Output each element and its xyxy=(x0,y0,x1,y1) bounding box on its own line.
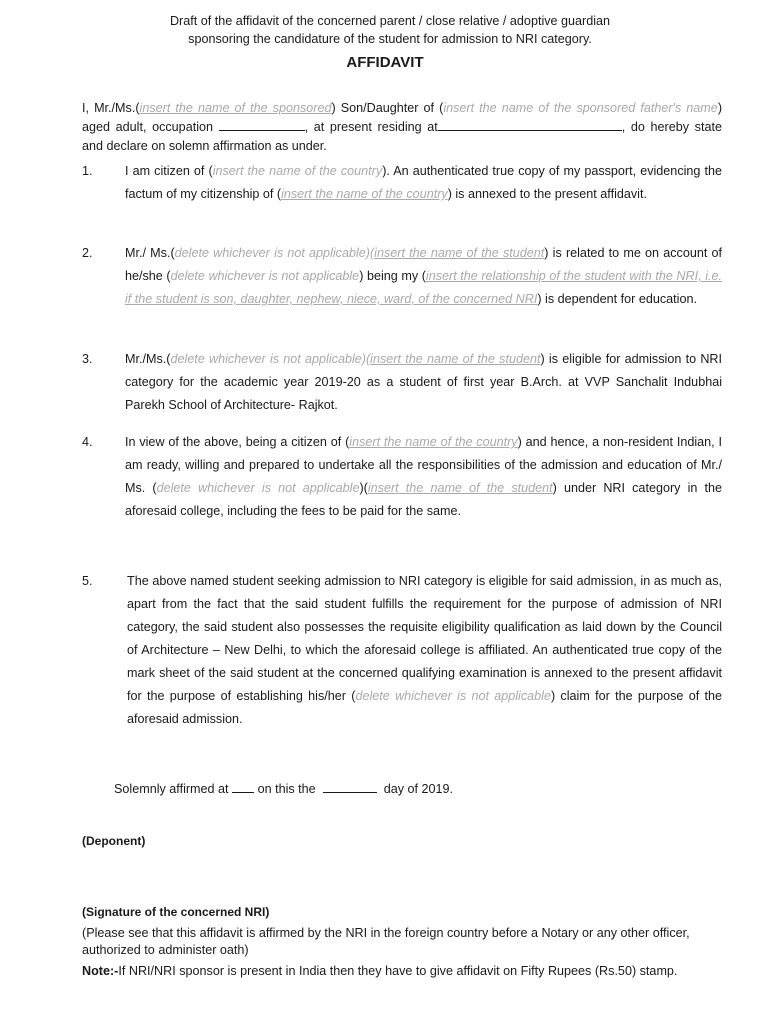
text: Solemnly affirmed at xyxy=(114,782,229,796)
item-text xyxy=(127,570,722,731)
text: ) being my ( xyxy=(359,269,426,283)
placeholder-student-name: insert the name of the student xyxy=(374,246,545,260)
placeholder-sponsored-name: insert the name of the sponsored xyxy=(139,101,332,115)
placeholder-relationship: insert the relationship of the student with the NRI, i.e. if the student is son, daughter, nephew, niece, ward, of the concerned NRI xyxy=(125,269,722,306)
placeholder-country: insert the name of the country xyxy=(281,187,448,201)
text: ) is annexed to the present affidavit. xyxy=(447,187,647,201)
text: ) under NRI category in the aforesaid college, including the fees to be paid for the same. xyxy=(125,481,723,518)
text: The above named student seeking admission to NRI category is eligible for said admission, in as much as, apart from the fact that the said student fulfills the requirement for the purpose of admission of NRI category, the said student also possesses the requisite eligibility qualification as laid down by the Council of Architecture – New Delhi, to which the aforesaid college is affiliated. An authenticated true copy of the mark sheet of the said student at the concerned qualifying examination is annexed to the present affidavit for the purpose of establishing his/her ( xyxy=(127,574,722,703)
placeholder-country: insert the name of the country xyxy=(212,164,383,178)
placeholder-student-name: insert the name of the student xyxy=(370,352,541,366)
text: ). An authenticated true copy of my passport, evidencing the factum of my citizenship of ( xyxy=(125,164,722,201)
document-header xyxy=(60,12,720,48)
placeholder-country: insert the name of the country xyxy=(349,435,518,449)
intro-text-5: , do hereby state and declare on solemn affirmation as under. xyxy=(82,120,722,153)
placeholder-student-name: insert the name of the student xyxy=(367,481,553,495)
text: on this the xyxy=(257,782,316,796)
text: Mr./Ms.( xyxy=(125,352,171,366)
text: ) claim for the purpose of the aforesaid admission. xyxy=(127,689,722,726)
text: ) and hence, a non-resident Indian, I am ready, willing and prepared to undertake all the responsibilities of the admission and education of Mr./ Ms. ( xyxy=(125,435,722,495)
item-number: 2. xyxy=(82,246,93,260)
item-number: 3. xyxy=(82,352,93,366)
text: Mr./ Ms.( xyxy=(125,246,175,260)
note-label: Note:- xyxy=(82,964,119,978)
placeholder-father-name: insert the name of the sponsored father's name xyxy=(443,101,718,115)
text: ) is related to me on account of he/she ( xyxy=(125,246,723,283)
header-line-2: sponsoring the candidature of the student for admission to NRI category. xyxy=(188,32,592,46)
text: I am citizen of ( xyxy=(125,164,213,178)
date-blank xyxy=(323,781,377,793)
item-number: 4. xyxy=(82,435,93,449)
page-title: AFFIDAVIT xyxy=(346,54,424,71)
placeholder-delete-applicable: delete whichever is not applicable xyxy=(174,246,366,260)
place-blank xyxy=(232,781,254,793)
text: )( xyxy=(361,352,371,366)
intro-text-3: ) aged adult, occupation xyxy=(82,101,723,134)
item-text xyxy=(125,431,722,523)
text: In view of the above, being a citizen of ( xyxy=(125,435,350,449)
placeholder-delete-applicable: delete whichever is not applicable xyxy=(170,352,362,366)
text: )( xyxy=(365,246,375,260)
note-text: If NRI/NRI sponsor is present in India then they have to give affidavit on Fifty Rupees (Rs.50) stamp. xyxy=(118,964,678,978)
intro-text-2: ) Son/Daughter of ( xyxy=(331,101,444,115)
item-text xyxy=(125,348,722,417)
item-text xyxy=(125,242,722,311)
residence-blank xyxy=(438,119,622,131)
text: ) is dependent for education. xyxy=(537,292,697,306)
placeholder-delete-applicable: delete whichever is not applicable xyxy=(170,269,360,283)
intro-paragraph xyxy=(82,99,722,156)
deponent-label: (Deponent) xyxy=(82,834,146,848)
intro-text-1: I, Mr./Ms.( xyxy=(82,101,140,115)
occupation-blank xyxy=(219,119,305,131)
intro-text-4: , at present residing at xyxy=(304,120,438,134)
notary-instruction: (Please see that this affidavit is affirmed by the NRI in the foreign country before a Notary or any other officer, authorized to administer oath) xyxy=(82,926,690,957)
placeholder-delete-applicable: delete whichever is not applicable xyxy=(156,481,360,495)
note-paragraph xyxy=(82,963,722,980)
affirmation-line xyxy=(114,781,754,798)
item-number: 1. xyxy=(82,164,93,178)
text: day of 2019. xyxy=(383,782,454,796)
placeholder-delete-applicable: delete whichever is not applicable xyxy=(355,689,551,703)
text: )( xyxy=(359,481,368,495)
header-line-1: Draft of the affidavit of the concerned parent / close relative / adoptive guardian xyxy=(169,14,611,28)
item-number: 5. xyxy=(82,574,93,588)
signature-label: (Signature of the concerned NRI) xyxy=(82,905,270,919)
item-text xyxy=(125,160,722,206)
text: ) is eligible for admission to NRI category for the academic year 2019-20 as a student of first year B.Arch. at VVP Sanchalit Indubhai Parekh School of Architecture- Rajkot. xyxy=(125,352,723,412)
